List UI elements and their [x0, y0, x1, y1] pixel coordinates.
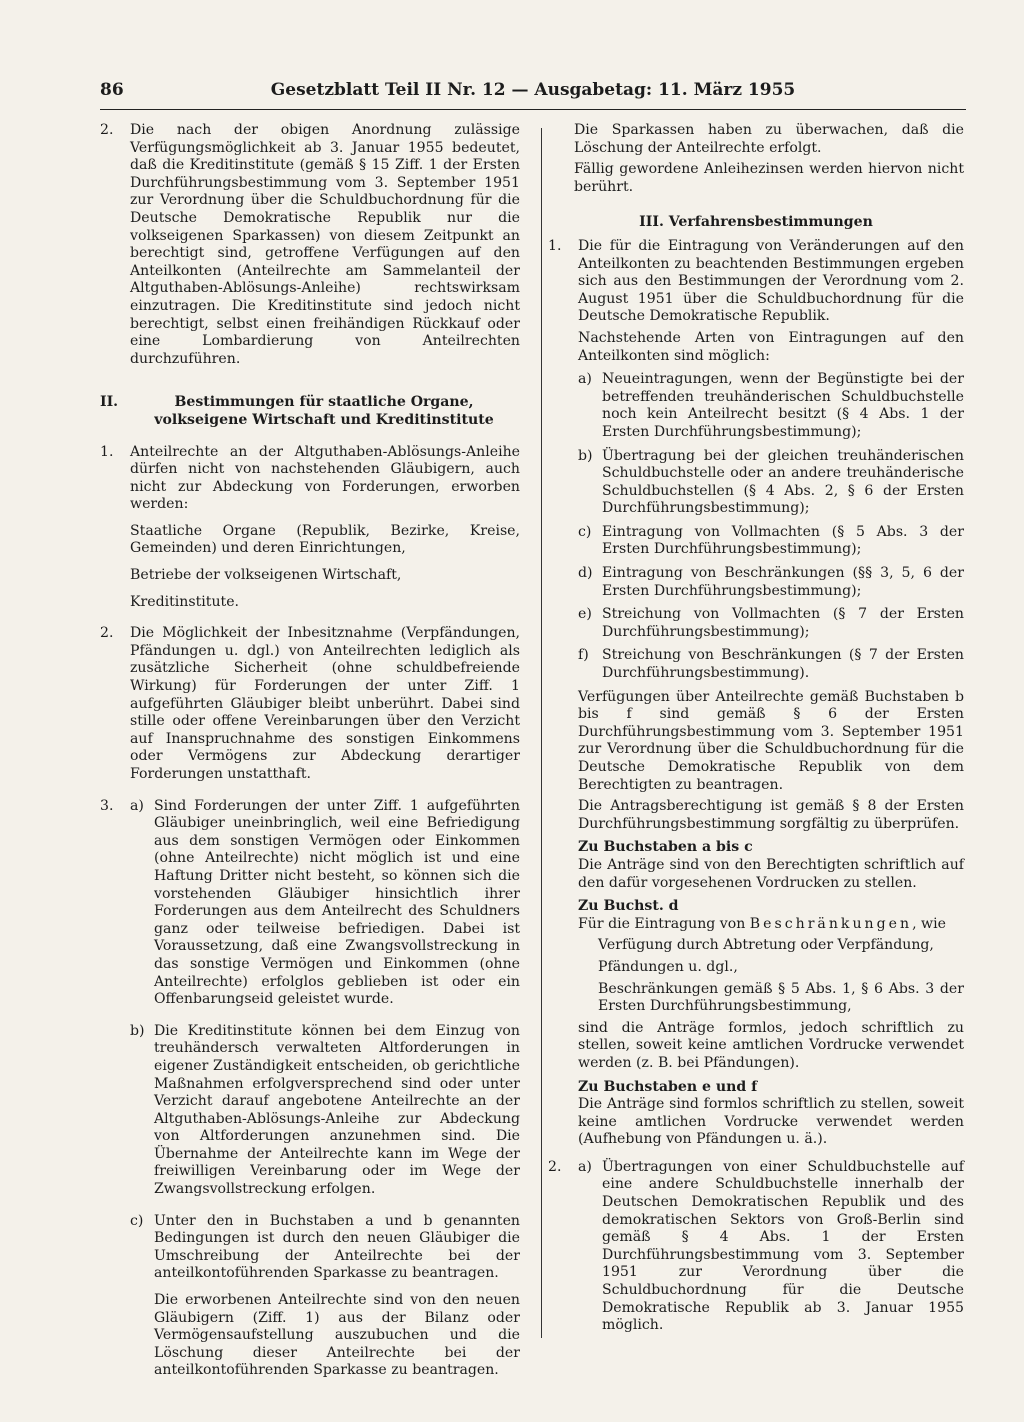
sub-label: c) — [578, 523, 592, 540]
item-2 — [100, 122, 520, 368]
sub-label: d) — [578, 565, 593, 582]
list-item-text: Eintragung von Beschränkungen (§§ 3, 5, 6 der Ersten Durchführungsbestimmung); — [602, 565, 964, 599]
page-number: 86 — [100, 80, 124, 100]
list-item-text: Streichung von Beschränkungen (§ 7 der Ersten Durchführungsbestimmung). — [602, 647, 964, 682]
spaced-text: Beschränkungen — [749, 915, 913, 932]
paragraph: Die Möglichkeit der Inbesitznahme (Verpfändungen, Pfändungen u. dgl.) von Anteilrechten lediglich als zusätzliche Sicherheit (ohne schuldbefreiende Wirkung) für Forderungen der unter Ziff. 1 aufgeführten Gläubiger bleibt unberührt. Dabei sind stille oder offene Vereinbarungen über den Verzicht auf Inanspruchnahme des sonstigen Einkommens oder Vermögens zur Abdeckung derartiger Forderungen unstatthaft. — [130, 625, 520, 782]
header-rule — [100, 109, 966, 110]
list-item — [578, 448, 964, 518]
section2-item-2 — [100, 625, 520, 783]
paragraph: Die Antragsberechtigung ist gemäß § 8 der Ersten Durchführungsbestimmung sorgfältig zu überprüfen. — [578, 798, 964, 832]
paragraph: Nachstehende Arten von Eintragungen auf den Anteilkonten sind möglich: — [578, 329, 964, 364]
paragraph: sind die Anträge formlos, jedoch schriftlich zu stellen, soweit keine amtlichen Vordrucke verwendet werden (z. B. bei Pfändungen). — [578, 1019, 964, 1071]
page-title: Gesetzblatt Teil II Nr. 12 — Ausgabetag: 11. März 1955 — [270, 80, 796, 100]
list-item — [578, 371, 964, 441]
section-heading-ii — [100, 394, 520, 429]
sub-label: a) — [578, 1158, 592, 1175]
list-item — [578, 647, 964, 682]
paragraph: Verfügungen über Anteilrechte gemäß Buchstaben b bis f sind gemäß § 6 der Ersten Durchführungsbestimmung vom 3. September 1951 zur Verordnung über die Schuldbuchordnung für die Deutsche Demokratische Republik von dem Berechtigten zu beantragen. — [578, 688, 964, 793]
list-item-text: Eintragung von Vollmachten (§ 5 Abs. 3 der Ersten Durchführungsbestimmung); — [602, 523, 964, 558]
sub-label: a) — [130, 797, 144, 814]
section2-item-3b — [100, 1023, 520, 1199]
subheading: Zu Buchstaben e und f — [578, 1078, 758, 1095]
subheading: Zu Buchst. d — [578, 898, 679, 915]
paragraph: Die erworbenen Anteilrechte sind von den neuen Gläubigern (Ziff. 1) aus der Bilanz oder Vermögensaufstellung auszubuchen und die Löschung dieser Anteilrechte bei der anteilkontoführenden Sparkasse zu beantragen. — [154, 1292, 520, 1379]
section2-item-3c — [100, 1213, 520, 1380]
section3-item-2a — [548, 1159, 964, 1335]
paragraph: Übertragungen von einer Schuldbuchstelle auf eine andere Schuldbuchstelle innerhalb der Deutschen Demokratischen Republik und des demokratischen Sektors von Groß-Berlin sind gemäß § 4 Abs. 1 der Ersten Durchführungsbestimmung vom 3. September 1951 zur Verordnung über die Schuldbuchordnung für die Deutsche Demokratische Republik ab 3. Januar 1955 möglich. — [602, 1158, 964, 1334]
list-item-text: Neueintragungen, wenn der Begünstigte bei der betreffenden treuhänderischen Schuldbuchstelle noch kein Anteilrecht besitzt (§ 4 Abs. 1 der Ersten Durchführungsbestimmung); — [602, 371, 964, 440]
item-number: 3. — [100, 797, 114, 814]
list-item: Beschränkungen gemäß § 5 Abs. 1, § 6 Abs. 3 der Ersten Durchführungsbestimmung, — [598, 980, 964, 1015]
list-item-text: Streichung von Vollmachten (§ 7 der Ersten Durchführungsbestimmung); — [602, 606, 964, 640]
paragraph: Die für die Eintragung von Veränderungen auf den Anteilkonten zu beachtenden Bestimmungen ergeben sich aus den Bestimmungen der Verordnung vom 2. August 1951 über die Schuldbuchordnung für die Deutsche Demokratische Republik. — [578, 237, 964, 325]
sub-label: c) — [130, 1212, 144, 1229]
right-column — [548, 122, 964, 1335]
paragraph: Fällig gewordene Anleihezinsen werden hiervon nicht berührt. — [574, 161, 964, 195]
section-number: II. — [100, 394, 119, 411]
paragraph: Die Anträge sind von den Berechtigten schriftlich auf den dafür vorgesehenen Vordrucken zu stellen. — [578, 856, 964, 891]
sub-label: f) — [578, 647, 589, 664]
paragraph: Die Kreditinstitute können bei dem Einzug von treuhändersch verwalteten Altforderungen in eigener Zuständigkeit entscheiden, ob gerichtliche Maßnahmen erfolgversprechend sind oder unter Verzicht darauf angebotene Anteilrechte an der Altguthaben-Ablösungs-Anleihe zur Abdeckung von Altforderungen anzunehmen sind. Die Übernahme der Anteilrechte kann im Wege der freiwilligen Vereinbarung oder im Wege der Zwangsvollstreckung erfolgen. — [154, 1022, 520, 1198]
paragraph: Die nach der obigen Anordnung zulässige Verfügungsmöglichkeit ab 3. Januar 1955 bedeutet, daß die Kreditinstitute (gemäß § 15 Ziff. 1 der Ersten Durchführungsbestimmung vom 3. September 1951 zur Verordnung über die Schuldbuchordnung für die Deutsche Demokratische Republik nur die volkseigenen Sparkassen) von diesem Zeitpunkt an berechtigt sind, getroffene Verfügungen auf den Anteilkonten (Anteilrechte am Sammelanteil der Altguthaben-Ablösungs-Anleihe) rechtswirksam einzutragen. Die Kreditinstitute sind jedoch nicht berechtigt, selbst einen freihändigen Rückkauf oder eine Lombardierung von Anteilrechten durchzuführen. — [130, 122, 520, 367]
subheading: Zu Buchstaben a bis c — [578, 839, 753, 856]
list-item-text: Übertragung bei der gleichen treuhänderischen Schuldbuchstelle oder an andere treuhänderische Schuldbuchstellen (§ 4 Abs. 2, § 6 der Ersten Durchführungsbestimmung); — [602, 447, 964, 517]
list-item: Verfügung durch Abtretung oder Verpfändung, — [598, 937, 934, 954]
paragraph: Die Anträge sind formlos schriftlich zu stellen, soweit keine amtlichen Vordrucke verwendet werden (Aufhebung von Pfändungen u. ä.). — [578, 1096, 964, 1148]
paragraph — [578, 916, 964, 934]
item-number: 2. — [100, 122, 114, 138]
paragraph: Unter den in Buchstaben a und b genannten Bedingungen ist durch den neuen Gläubiger die Umschreibung der Anteilrechte bei der anteilkontoführenden Sparkasse zu beantragen. — [154, 1212, 520, 1282]
sub-label: a) — [578, 371, 592, 388]
sub-label: b) — [578, 447, 593, 464]
left-column — [100, 122, 520, 1380]
list-item: Pfändungen u. dgl., — [598, 958, 738, 975]
section2-item-1 — [100, 444, 520, 612]
section-title: Bestimmungen für staatliche Organe, volkseigene Wirtschaft und Kreditinstitute — [154, 394, 494, 428]
text-segment: , wie — [912, 915, 946, 932]
paragraph: Sind Forderungen der unter Ziff. 1 aufgeführten Gläubiger uneinbringlich, weil eine Befriedigung aus dem sonstigen Vermögen oder Einkommen (ohne Anteilrechte) nicht möglich ist und eine Haftung Dritter nicht besteht, so können sich die vorstehenden Gläubiger hinsichtlich ihrer Forderungen aus dem Anteilrecht des Schuldners ganz oder teilweise befriedigen. Dabei ist Voraussetzung, daß eine Zwangsvollstreckung in das sonstige Vermögen und Einkommen (ohne Anteilrechte) erfolglos geblieben ist oder ein Offenbarungseid geleistet wurde. — [154, 797, 520, 1008]
list-item — [578, 524, 964, 559]
column-divider — [541, 128, 542, 1338]
list-item: Staatliche Organe (Republik, Bezirke, Kreise, Gemeinden) und deren Einrichtungen, — [130, 522, 520, 557]
item-number: 1. — [100, 443, 114, 460]
list-item: Betriebe der volkseigenen Wirtschaft, — [130, 567, 402, 584]
sub-label: b) — [130, 1022, 145, 1039]
list-item — [578, 565, 964, 600]
section3-item-1 — [548, 238, 964, 1149]
item-number: 2. — [548, 1158, 562, 1175]
section-heading-iii: III. Verfahrensbestimmungen — [639, 214, 873, 231]
item-number: 2. — [100, 625, 114, 642]
list-item: Kreditinstitute. — [130, 593, 240, 610]
list-item — [578, 606, 964, 641]
paragraph: Die Sparkassen haben zu überwachen, daß die Löschung der Anteilrechte erfolgt. — [574, 122, 964, 156]
section2-item-3a — [100, 798, 520, 1009]
paragraph: Anteilrechte an der Altguthaben-Ablösungs-Anleihe dürfen nicht von nachstehenden Gläubigern, auch nicht zur Abdeckung von Forderungen, erworben werden: — [130, 443, 520, 513]
text-segment: Für die Eintragung von — [578, 915, 746, 932]
item-number: 1. — [548, 237, 562, 254]
sub-label: e) — [578, 606, 592, 623]
